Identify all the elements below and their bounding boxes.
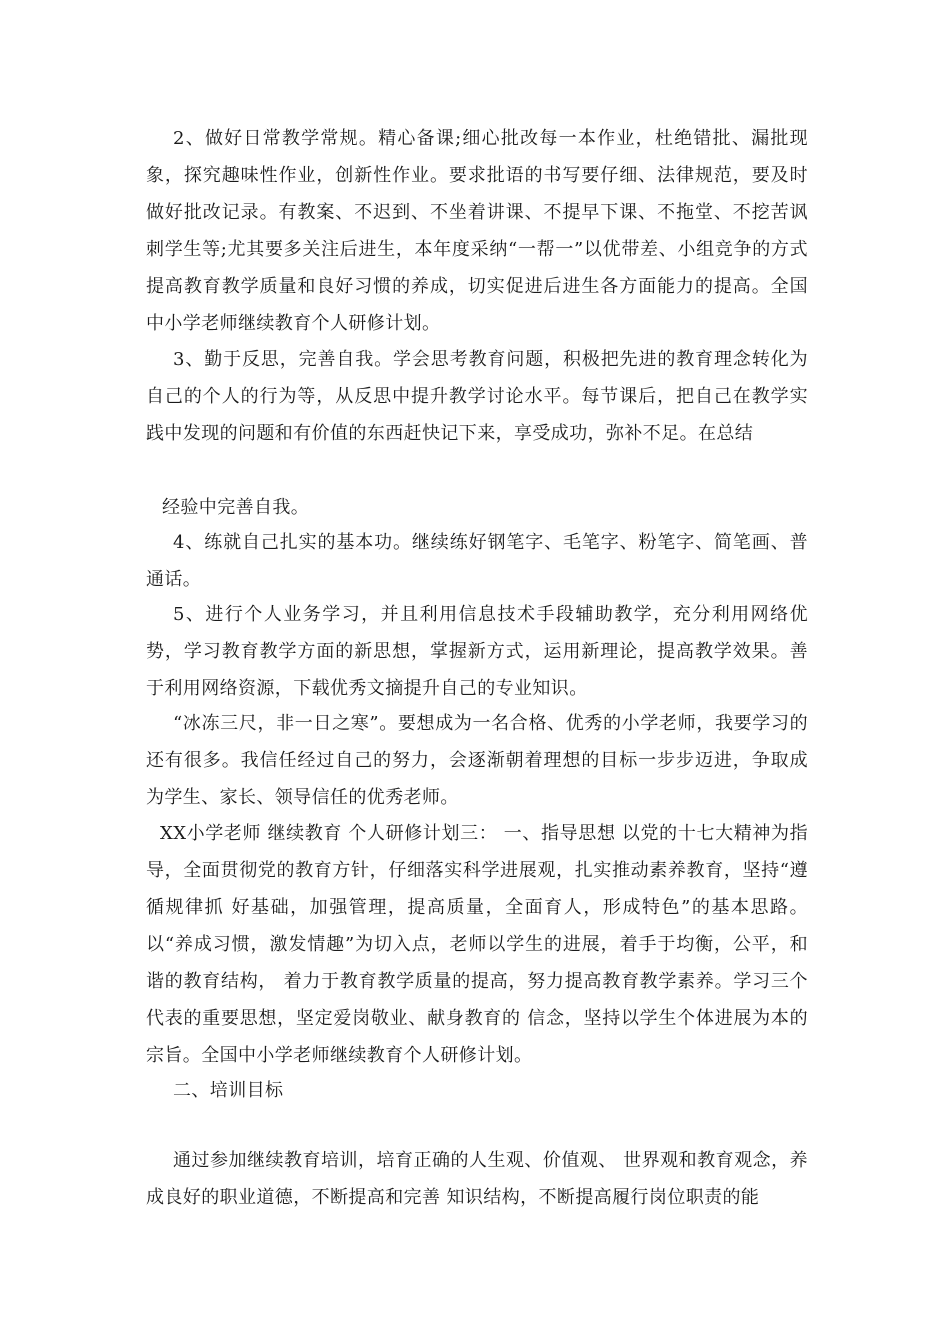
paragraph-basic-skills: 4、练就自己扎实的基本功。继续练好钢笔字、毛笔字、粉笔字、简笔画、普通话。: [146, 532, 808, 590]
paragraph-proverb: “冰冻三尺，非一日之寒”。要想成为一名合格、优秀的小学老师，我要学习的还有很多。我信任经过自己的努力，会逐渐朝着理想的目标一步步迈进，争取成为学生、家长、领导信任的优秀老师。: [146, 713, 808, 808]
paragraph-business-study: 5、进行个人业务学习，并且利用信息技术手段辅助教学，充分利用网络优势，学习教育教学方面的新思想，掌握新方式，运用新理论，提高教学效果。善于利用网络资源，下载优秀文摘提升自己的专业知识。: [146, 604, 808, 699]
section-heading-training-goal: 二、培训目标: [173, 1080, 284, 1101]
paragraph-training-goal: 通过参加继续教育培训，培育正确的人生观、价值观、 世界观和教育观念，养成良好的职业道德，不断提高和完善 知识结构，不断提高履行岗位职责的能: [146, 1150, 808, 1208]
paragraph-teaching-routine: 2、做好日常教学常规。精心备课;细心批改每一本作业，杜绝错批、漏批现象，探究趣味性作业，创新性作业。要求批语的书写要仔细、法律规范，要及时做好批改记录。有教案、不迟到、不坐着讲课、不提早下课、不拖堂、不挖苦讽刺学生等;尤其要多关注后进生，本年度采纳“一帮一”以优带差、小组竞争的方式提高教育教学质量和良好习惯的养成，切实促进后进生各方面能力的提高。全国中小学老师继续教育个人研修计划。: [146, 128, 808, 334]
paragraph-plan-three: XX小学老师 继续教育 个人研修计划三： 一、指导思想 以党的十七大精神为指导，全面贯彻党的教育方针，仔细落实科学进展观，扎实推动素养教育，坚持“遵循规律抓 好基础，加强管理，提高质量，全面育人，形成特色”的基本思路。以“养成习惯，激发情趣”为切入点，老师以学生的进展，着手于均衡，公平，和谐的教育结构， 着力于教育教学质量的提高，努力提高教育教学素养。学习三个代表的重要思想，坚定爱岗敬业、献身教育的 信念，坚持以学生个体进展为本的宗旨。全国中小学老师继续教育个人研修计划。: [146, 823, 808, 1066]
paragraph-reflection-continued: 经验中完善自我。: [162, 497, 310, 518]
paragraph-reflection: 3、勤于反思，完善自我。学会思考教育问题，积极把先进的教育理念转化为自己的个人的行为等，从反思中提升教学讨论水平。每节课后，把自己在教学实践中发现的问题和有价值的东西赶快记下来，享受成功，弥补不足。在总结: [146, 349, 808, 444]
